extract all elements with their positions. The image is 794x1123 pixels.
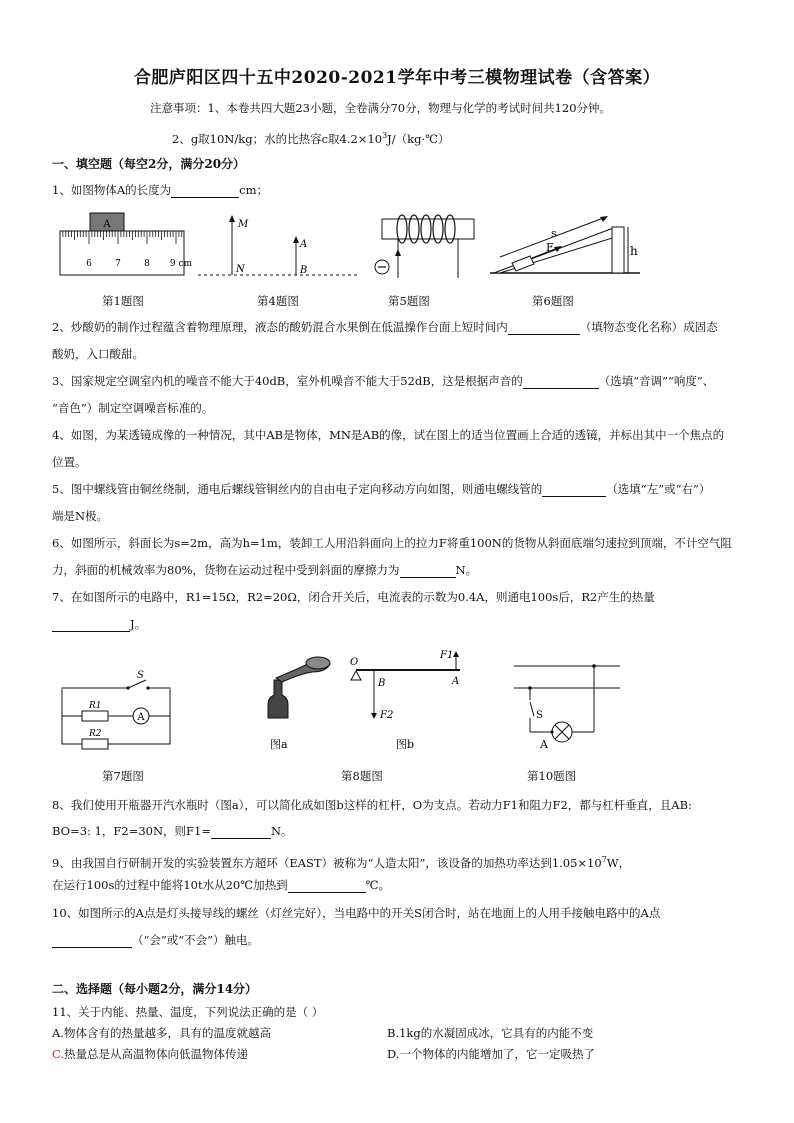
- question-10: 10、如图所示的A点是灯头接导线的螺丝（灯丝完好），当电路中的开关S闭合时，站在地面上的人用手接触电路中的A点: [52, 906, 661, 920]
- tick-label-7: 7: [115, 259, 121, 269]
- label-n: N: [236, 264, 245, 275]
- question-5-text-end: （选填“左”或“右”）: [606, 482, 711, 496]
- question-7: 7、在如图所示的电路中，R1=15Ω，R2=20Ω，闭合开关后，电流表的示数为0.4A，则通电100s后，R2产生的热量: [52, 590, 655, 604]
- label-b: B: [378, 678, 386, 689]
- question-6-continued: [52, 562, 477, 578]
- notice-line-1: 注意事项：1、本卷共四大题23小题，全卷满分70分，物理与化学的考试时间共120分钟。: [150, 101, 612, 115]
- ruler-figure: [60, 213, 193, 275]
- caption-figure-8: 第8题图: [341, 769, 383, 783]
- question-3-text: 3、国家规定空调室内机的噪音不能大于40dB，室外机噪音不能大于52dB，这是根据声音的: [52, 374, 523, 388]
- label-m: M: [238, 219, 249, 230]
- cargo-box: [512, 256, 534, 271]
- resistor-r2: [82, 739, 108, 749]
- junction-left: [528, 686, 532, 690]
- label-r2: R2: [89, 729, 102, 739]
- question-1-text: 1、如图物体A的长度为: [52, 183, 172, 197]
- label-b: B: [300, 265, 308, 276]
- question-9-text-2: 在运行100s的过程中能将10t水从20℃加热到: [52, 878, 288, 892]
- label-s: S: [137, 670, 144, 681]
- notice-line-2: [172, 128, 450, 147]
- option-a: A.物体含有的热量越多，具有的温度就越高: [52, 1026, 271, 1040]
- question-11: 11、关于内能、热量、温度，下列说法正确的是（ ）: [52, 1005, 324, 1019]
- question-9-text: 9、由我国自行研制开发的实验装置东方超环（EAST）被称为“人造太阳”，该设备的加热功率达到1.05×10: [52, 855, 602, 870]
- caption-figure-7: 第7题图: [102, 769, 144, 783]
- question-2: [52, 319, 718, 335]
- question-8-text: BO=3: 1，F2=30N，则F1=: [52, 824, 211, 838]
- question-9-unit: W，: [606, 855, 631, 870]
- question-5-continued: 端是N极。: [52, 509, 109, 523]
- label-a: A: [300, 239, 308, 250]
- label-s: s: [551, 227, 557, 240]
- label-f: F: [546, 241, 554, 254]
- question-6: 6、如图所示，斜面长为s=2m，高为h=1m，装卸工人用沿斜面向上的拉力F将重100N的货物从斜面底端匀速拉到顶端，不计空气阻: [52, 536, 732, 550]
- answer-blank: [508, 322, 580, 335]
- point-a: [550, 730, 553, 733]
- question-10-continued: [52, 932, 259, 948]
- answer-blank: [400, 565, 456, 578]
- caption-figure-4: 第4题图: [257, 294, 299, 308]
- option-c: [52, 1046, 248, 1062]
- answer-blank: [52, 619, 130, 632]
- circuit-figure-7: [62, 670, 170, 749]
- support-block: [612, 227, 624, 273]
- question-2-continued: 酸奶，入口酸甜。: [52, 347, 144, 361]
- option-d: D.一个物体的内能增加了，它一定吸热了: [387, 1047, 595, 1061]
- incline-figure: [490, 216, 640, 273]
- notice-line-2-text: 2、g取10N/kg；水的比热容c取4.2×10: [172, 131, 383, 146]
- bottle-opener-figure-a: [268, 657, 330, 751]
- label-a: A: [452, 676, 460, 687]
- force-f2-arrow: [371, 713, 377, 719]
- section-2-heading: 二、选择题（每小题2分，满分14分）: [52, 982, 258, 996]
- question-2-text-end: （填物态变化名称）成固态: [579, 320, 718, 334]
- question-4-continued: 位置。: [52, 455, 87, 469]
- answer-blank: [52, 935, 132, 948]
- junction-right: [592, 664, 596, 668]
- lever-figure-b: [350, 650, 460, 751]
- length-s-arrow: [600, 216, 608, 222]
- bottle: [268, 680, 288, 718]
- label-f1: F1: [440, 650, 454, 661]
- tick-label-6: 6: [86, 259, 92, 269]
- hand: [306, 657, 330, 669]
- question-9-continued: [52, 877, 390, 893]
- tick-label-9: 9 cm: [169, 259, 193, 269]
- label-s: S: [536, 710, 543, 721]
- notice-line-2-unit: J/（kg·℃）: [387, 131, 450, 146]
- question-7-unit: J。: [130, 617, 147, 631]
- solenoid-figure: [375, 215, 474, 278]
- question-8-continued: [52, 823, 293, 839]
- answer-blank: [288, 880, 366, 893]
- tick-label-8: 8: [144, 259, 150, 269]
- answer-blank: [171, 185, 239, 198]
- option-b: B.1kg的水凝固成冰，它具有的内能不变: [387, 1026, 594, 1040]
- object-arrow: [293, 236, 299, 243]
- switch-pivot: [126, 686, 129, 689]
- lens-figure: [198, 215, 358, 276]
- ammeter-label: A: [137, 712, 145, 723]
- option-c-text: 热量总是从高温物体向低温物体传递: [64, 1047, 249, 1061]
- caption-figure-1: 第1题图: [102, 294, 144, 308]
- answer-blank: [211, 826, 271, 839]
- question-1: [52, 182, 268, 198]
- switch-s: [530, 702, 534, 716]
- caption-figure-5: 第5题图: [388, 294, 430, 308]
- question-8: 8、我们使用开瓶器开汽水瓶时（图a），可以简化成如图b这样的杠杆，O为支点。若动力F1和阻力F2，都与杠杆垂直，且AB:: [52, 798, 692, 812]
- question-2-text: 2、炒酸奶的制作过程蕴含着物理原理，液态的酸奶混合水果倒在低温操作台面上短时间内: [52, 320, 508, 334]
- label-o: O: [350, 657, 359, 668]
- block-a-label: A: [103, 219, 111, 230]
- option-c-letter: C.: [52, 1047, 65, 1061]
- electron-direction-arrow: [395, 249, 401, 256]
- force-f1-arrow: [453, 651, 459, 657]
- question-9-unit-2: ℃。: [365, 878, 390, 892]
- question-1-unit: cm；: [239, 183, 268, 197]
- question-3: [52, 373, 714, 389]
- caption-figure-6: 第6题图: [532, 294, 574, 308]
- question-9-exponent: 7: [601, 855, 607, 864]
- label-figure-a: 图a: [270, 738, 288, 751]
- question-3-text-end: （选填“音调”“响度”、: [598, 374, 715, 388]
- fulcrum-o: [351, 671, 361, 680]
- label-f2: F2: [380, 710, 394, 721]
- ruler-body: [60, 231, 184, 275]
- solenoid-core: [382, 219, 474, 239]
- notice-line-2-exponent: 3: [382, 131, 388, 140]
- question-10-text-end: （“会”或“不会”）触电。: [132, 933, 260, 947]
- section-1-heading: 一、填空题（每空2分，满分20分）: [52, 157, 246, 171]
- switch-contact: [146, 686, 149, 689]
- label-r1: R1: [89, 701, 102, 711]
- question-6-text: 力，斜面的机械效率为80%，货物在运动过程中受到斜面的摩擦力为: [52, 563, 400, 577]
- question-5: [52, 481, 710, 497]
- question-3-continued: “音色”）制定空调噪音标准的。: [52, 401, 214, 415]
- figure-row-2: [0, 640, 794, 760]
- page-title: 合肥庐阳区四十五中2020-2021学年中考三模物理试卷（含答案）: [133, 68, 661, 88]
- household-circuit-figure-10: [514, 664, 620, 751]
- question-4: 4、如图，为某透镜成像的一种情况，其中AB是物体，MN是AB的像，试在图上的适当位置画上合适的透镜，并标出其中一个焦点的: [52, 428, 725, 442]
- question-8-unit: N。: [270, 824, 293, 838]
- label-h: h: [630, 244, 638, 258]
- question-9: [52, 852, 630, 871]
- question-6-unit: N。: [455, 563, 478, 577]
- image-arrow: [229, 215, 235, 222]
- question-7-continued: [52, 616, 146, 632]
- resistor-r1: [82, 711, 108, 721]
- caption-figure-10: 第10题图: [527, 769, 577, 783]
- answer-blank: [523, 376, 599, 389]
- label-figure-b: 图b: [396, 738, 415, 751]
- question-5-text: 5、图中螺线管由铜丝绕制，通电后螺线管铜丝内的自由电子定向移动方向如图，则通电螺线管的: [52, 482, 543, 496]
- answer-blank: [542, 484, 606, 497]
- label-a: A: [540, 738, 548, 751]
